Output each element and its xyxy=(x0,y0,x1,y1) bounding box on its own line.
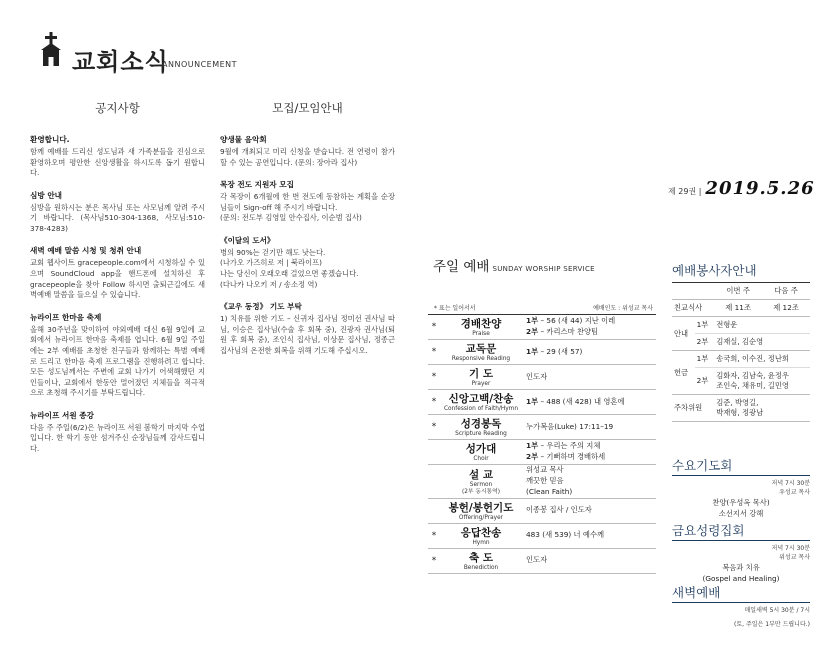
worship-item-detail xyxy=(522,465,656,498)
item-name-ko: 신앙고백/찬송 xyxy=(448,393,514,406)
recruit-body: 1) 치유를 위한 기도 – 신귀자 집사님 정미선 권사님 따님, 이승은 집사님(수술 후 회복 중), 진광자 권사님(퇴원 후 회복 중), 조인식 집사님, 이상문 집사님, 정종근 집사님의 온전한 회복을 위해 기도해 주십시오. xyxy=(220,314,395,355)
detail-text: 위성교 목사 깨끗한 믿음 (Clean Faith) xyxy=(526,465,573,496)
worship-item-detail xyxy=(522,372,656,383)
recruit-title: 양생물 음악회 xyxy=(220,135,267,144)
detail-text: 누가복음(Luke) 17:11–19 xyxy=(526,421,614,431)
notice-title: 환영합니다. xyxy=(30,135,70,144)
notice-title: 뉴라이프 서원 종강 xyxy=(30,410,94,420)
volunteers-row xyxy=(672,395,810,422)
recruit-title: 《교우 동정》 기도 부탁 xyxy=(220,302,302,312)
worship-item-name xyxy=(440,366,522,388)
parking-names: 김준, 박영길, 박재형, 정광남 xyxy=(714,395,810,422)
item-name-en: Scripture Reading xyxy=(455,431,507,438)
friday-time: 저녁 7시 30분 xyxy=(771,545,810,552)
dawn-service xyxy=(672,583,810,628)
notice-item xyxy=(30,410,205,455)
item-name-ko: 봉헌/봉헌기도 xyxy=(448,501,514,514)
worship-item-detail xyxy=(522,441,656,463)
worship-row xyxy=(428,415,656,440)
page-header xyxy=(38,32,258,82)
worship-item-detail xyxy=(522,316,656,338)
volunteers-row xyxy=(672,351,810,368)
worship-item-detail xyxy=(522,530,656,541)
part-label: 2부 xyxy=(526,452,539,461)
offering-names-1: 송국희, 이수진, 정난희 xyxy=(714,351,810,368)
church-cross-icon xyxy=(38,32,64,68)
notices-heading: 공지사항 xyxy=(95,101,140,115)
recruit-item xyxy=(220,179,395,224)
item-name-en: Prayer xyxy=(471,381,491,388)
recruit-body: 각 목장이 6개월에 한 번 전도에 동참하는 계획을 순장님들이 Sign-off 해 주시기 바랍니다. (문의: 전도부 김영일 안수집사, 이순범 집사) xyxy=(220,192,395,223)
standing-note: * 표는 일어서서 xyxy=(434,305,476,312)
dawn-note: (토, 주일은 1부만 드립니다.) xyxy=(734,621,810,628)
recruit-item xyxy=(220,235,395,290)
worship-row xyxy=(428,365,656,390)
worship-title xyxy=(433,255,595,275)
worship-item-name xyxy=(440,316,522,338)
worship-rows xyxy=(428,315,656,574)
friday-service xyxy=(672,521,810,584)
worship-row xyxy=(428,340,656,365)
offering-names-2: 김화자, 김남숙, 윤정우 조인숙, 채유미, 길민영 xyxy=(714,368,810,395)
notice-item xyxy=(30,190,205,235)
wednesday-time: 저녁 7시 30분 xyxy=(771,480,810,487)
part-label: 1부 xyxy=(526,441,539,451)
worship-leader: 예배인도 : 위성교 목사 xyxy=(593,305,653,312)
detail-text: 인도자 xyxy=(526,555,548,565)
item-name-en: Hymn xyxy=(472,539,490,546)
item-name-en: Confession of Faith/Hymn xyxy=(444,406,518,413)
worship-row xyxy=(428,499,656,524)
worship-item-name xyxy=(440,467,522,496)
detail-text: – 29 (새 57) xyxy=(538,346,583,356)
bulletin-volume xyxy=(668,178,815,199)
volume-number: 제 29권 | xyxy=(668,187,702,196)
recruit-heading: 모집/모임안내 xyxy=(272,101,343,115)
part-label: 1부 xyxy=(526,316,539,326)
usher-names-1: 전형운 xyxy=(714,317,810,334)
worship-row xyxy=(428,549,656,574)
detail-text: – 기뻐하며 경배하세 xyxy=(538,452,606,461)
offering-part-2: 2부 xyxy=(695,368,715,395)
worship-item-name xyxy=(440,525,522,547)
worship-item-name xyxy=(440,550,522,572)
detail-text: – 56 (새 44) 지난 이레 xyxy=(538,316,616,326)
standing-mark: * xyxy=(431,555,437,566)
worship-order xyxy=(428,303,656,574)
worship-item-name xyxy=(440,500,522,522)
worship-item-detail xyxy=(522,347,656,358)
wednesday-service xyxy=(672,456,810,519)
worship-row xyxy=(428,465,656,499)
notice-body: 올해 30주년을 맞이하여 야외예배 대신 6월 9일에 교회에서 뉴라이프 한마음 축제를 엽니다. 6월 9일 주일에는 2부 예배를 초청한 친구들과 함께하는 특별 예배로 드리고 한마음 축제 프로그램을 진행하려고 합니다. 모든 성도님께서는 주변에 교회 나가기 어색해했던 지인들이나, 교회에서 한동안 멀어졌던 지체들을 적극적으로 초청해 주시기를 부탁드립니다. xyxy=(30,324,205,398)
item-name-ko: 설 교 xyxy=(469,468,493,481)
notice-body: 심방을 원하시는 분은 목사님 또는 사모님께 알려 주시기 바랍니다. (목사님510-304-1368, 사모님:510-378-4283) xyxy=(30,202,205,233)
notice-title: 심방 안내 xyxy=(30,190,62,200)
standing-mark: * xyxy=(431,422,437,432)
worship-item-name xyxy=(440,416,522,438)
notice-body: 교회 웹사이트 gracepeople.com에서 시청하실 수 있으며 SoundCloud app을 핸드폰에 설치하신 후 gracepeople을 찾아 Follow 하시면 출퇴근길에도 새벽예배 말씀을 들으실 수 있습니다. xyxy=(30,258,205,300)
usher-names-2: 김재실, 김순영 xyxy=(714,334,810,351)
worship-item-detail xyxy=(522,422,656,433)
standing-mark: * xyxy=(431,347,437,357)
item-name-en: Offering/Prayer xyxy=(458,514,504,521)
friday-text: 복음과 치유 (Gospel and Healing) xyxy=(702,563,780,583)
item-name-ko: 경배찬양 xyxy=(460,318,502,331)
worship-item-name xyxy=(440,341,522,363)
wednesday-leader: 우성교 목사 xyxy=(779,489,810,496)
volunteers-title: 예배봉사자안내 xyxy=(672,263,757,278)
detail-text: – 카리스마 찬양팀 xyxy=(538,327,599,336)
volunteers-header-row xyxy=(672,283,810,300)
recruit-item xyxy=(220,301,395,356)
item-name-en: Praise xyxy=(472,331,490,338)
wednesday-text: 찬양(우성옥 목사) 소선지서 강해 xyxy=(712,498,770,518)
worship-topline xyxy=(428,303,656,315)
fellowship-label: 친교식사 xyxy=(672,300,714,317)
friday-leader: 위성교 목사 xyxy=(779,554,810,561)
usher-label: 안내 xyxy=(672,317,695,351)
detail-text: – 488 (새 428) 내 영혼에 xyxy=(538,396,625,406)
divider xyxy=(672,602,810,603)
part-label: 2부 xyxy=(526,327,539,336)
item-name-ko: 성경봉독 xyxy=(460,418,502,431)
worship-item-name xyxy=(440,441,522,463)
worship-row xyxy=(428,440,656,465)
standing-mark: * xyxy=(431,530,437,541)
notice-item xyxy=(30,312,205,399)
item-name-ko: 축 도 xyxy=(469,551,493,564)
item-name-ko: 교독문 xyxy=(465,343,497,356)
notice-title: 뉴라이프 한마음 축제 xyxy=(30,312,102,322)
volunteers-row xyxy=(672,300,810,317)
usher-part-2: 2부 xyxy=(695,334,715,351)
detail-text: 인도자 xyxy=(526,371,548,381)
standing-mark: * xyxy=(431,322,437,332)
part-label: 1부 xyxy=(526,396,539,406)
worship-row xyxy=(428,390,656,415)
notice-item xyxy=(30,134,205,179)
worship-title-ko: 주일 예배 xyxy=(433,259,490,275)
detail-text: – 우리는 주의 지체 xyxy=(538,441,601,451)
offering-label: 헌금 xyxy=(672,351,695,395)
detail-text: 이종봉 집사 / 인도자 xyxy=(526,505,592,515)
worship-item-name xyxy=(440,391,522,413)
item-name-en: Sermon (2부 동시통역) xyxy=(461,481,501,495)
volunteers-row xyxy=(672,317,810,334)
recruit-item xyxy=(220,134,395,168)
part-label: 1부 xyxy=(526,346,539,356)
worship-item-detail xyxy=(522,505,656,516)
worship-row xyxy=(428,524,656,549)
notice-body: 다음 주 주일(6/2)은 뉴라이프 서원 봄학기 마지막 수업입니다. 한 학기 동안 섬겨주신 순장님들께 감사드립니다. xyxy=(30,422,205,453)
notice-body: 함께 예배를 드리신 성도님과 새 가족분들을 진심으로 환영하오며 평안한 신앙생활을 하시도록 돕기 원합니다. xyxy=(30,147,205,178)
fellowship-next: 제 12조 xyxy=(762,300,810,317)
item-name-en: Choir xyxy=(473,456,489,463)
fellowship-this: 제 11조 xyxy=(714,300,762,317)
col-next-week: 다음 주 xyxy=(762,283,810,300)
page-subtitle: ANNOUNCEMENT xyxy=(162,60,238,69)
recruit-body: 9월에 개최되고 미리 신청을 받습니다. 전 연령이 참가할 수 있는 공연입니다. (문의: 장아라 집사) xyxy=(220,147,395,167)
page-title: 교회소식 xyxy=(72,48,169,76)
divider xyxy=(672,475,810,476)
item-name-ko: 기 도 xyxy=(469,368,493,381)
worship-item-detail xyxy=(522,397,656,408)
bulletin-date: 2019.5.26 xyxy=(705,178,815,199)
volunteers-table xyxy=(672,282,810,422)
item-name-en: Benediction xyxy=(463,564,499,571)
notices-column xyxy=(30,100,205,466)
dawn-title: 새벽예배 xyxy=(672,585,721,600)
worship-item-detail xyxy=(522,555,656,566)
recruit-title: 목장 전도 지원자 모집 xyxy=(220,180,294,190)
recruit-body: 병의 90%는 걷기만 해도 낫는다. (나가오 가즈히로 저 | 북라이프) 나는 당신이 오래오래 걸었으면 좋겠습니다. (다나카 나오키 저 / 송소정 역) xyxy=(220,247,359,289)
offering-part-1: 1부 xyxy=(695,351,715,368)
worship-row xyxy=(428,315,656,340)
item-name-ko: 성가대 xyxy=(465,443,497,456)
parking-label: 주차위원 xyxy=(672,395,714,422)
divider xyxy=(672,540,810,541)
friday-title: 금요성령집회 xyxy=(672,523,745,538)
wednesday-title: 수요기도회 xyxy=(672,458,733,473)
notice-item xyxy=(30,245,205,300)
dawn-time: 매일새벽 5시 30분 / 7시 xyxy=(744,607,810,614)
detail-text: 483 (새 539) 너 예수께 xyxy=(526,530,605,540)
recruit-column xyxy=(220,100,395,368)
standing-mark: * xyxy=(431,397,437,407)
usher-part-1: 1부 xyxy=(695,317,715,334)
standing-mark: * xyxy=(431,372,437,382)
item-name-en: Responsive Reading xyxy=(451,356,511,363)
worship-title-en: SUNDAY WORSHIP SERVICE xyxy=(492,265,595,273)
notice-title: 새벽 예배 말씀 시청 및 청취 안내 xyxy=(30,246,142,256)
col-this-week: 이번 주 xyxy=(714,283,762,300)
recruit-title: 《이달의 도서》 xyxy=(220,235,275,245)
item-name-ko: 응답찬송 xyxy=(460,526,502,539)
